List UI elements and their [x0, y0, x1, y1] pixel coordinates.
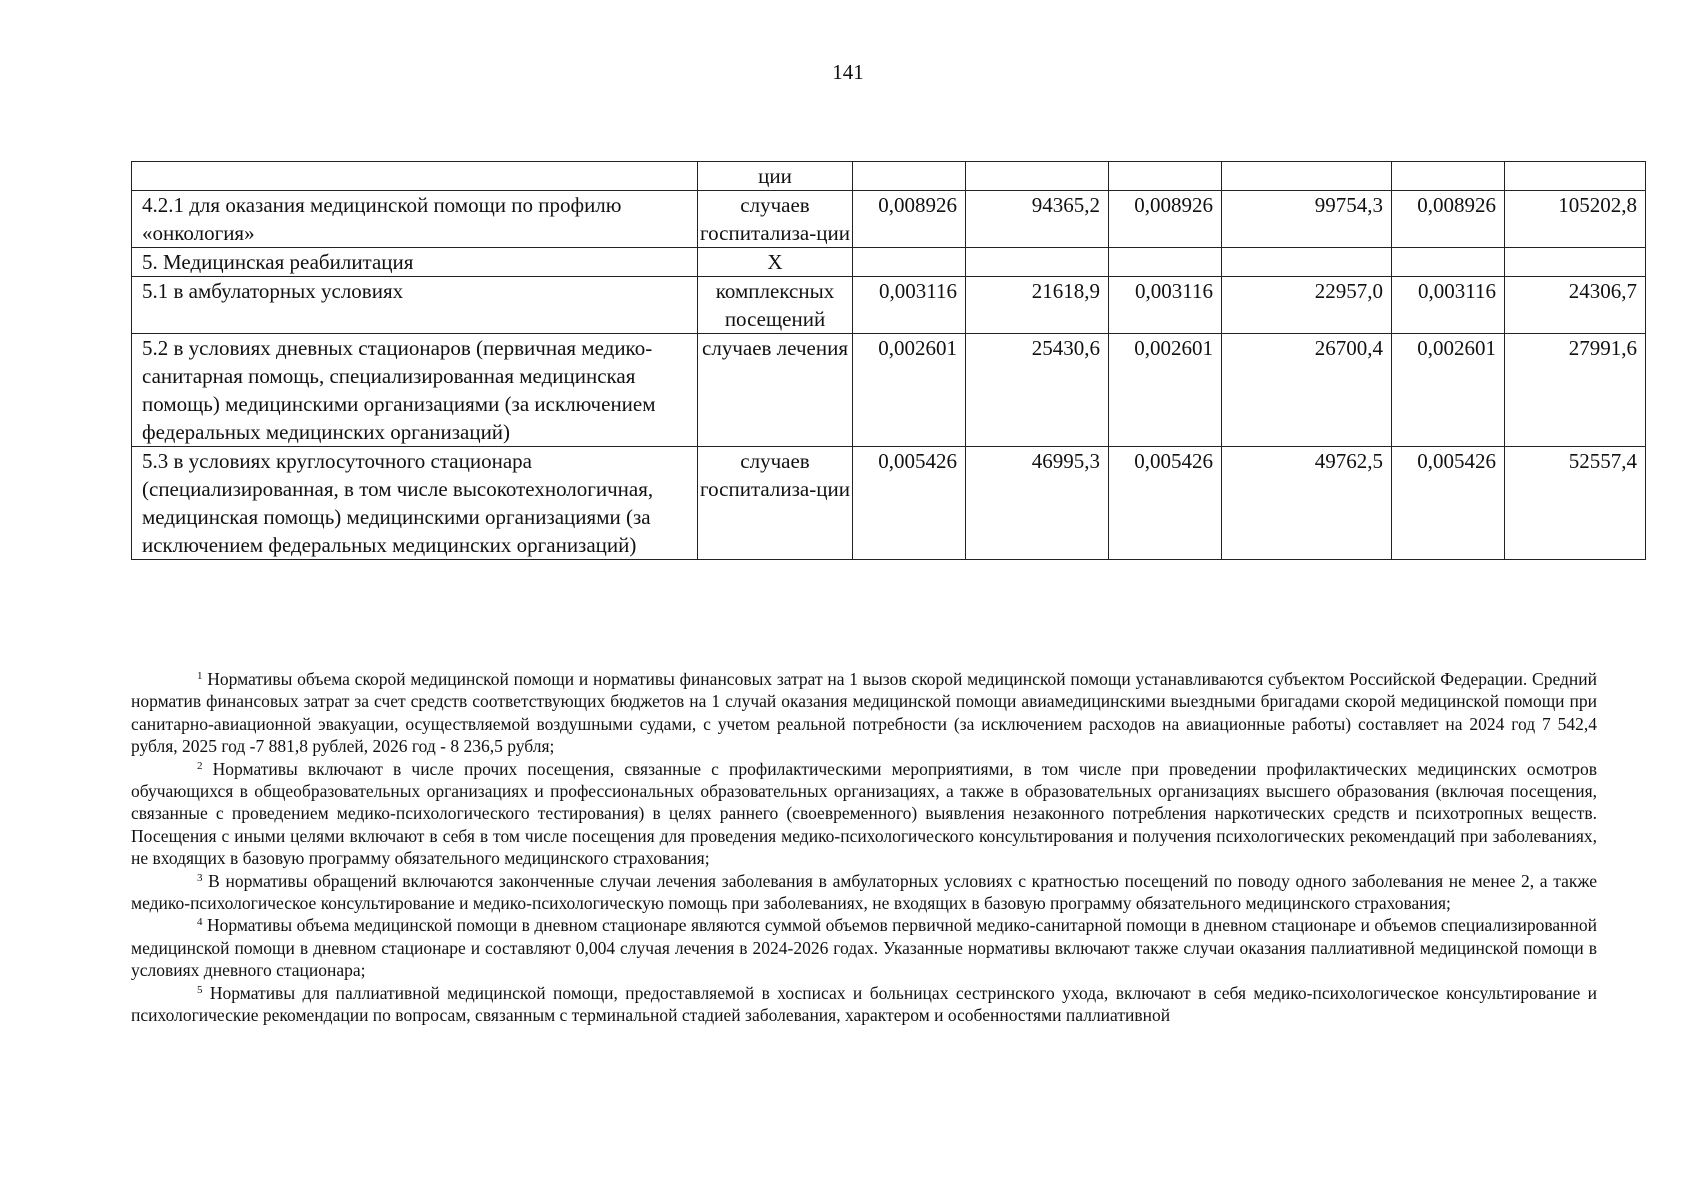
row-unit: X — [698, 248, 853, 277]
row-name: 5. Медицинская реабилитация — [132, 248, 698, 277]
footnote — [131, 914, 1597, 981]
footnote-mark: 2 — [197, 759, 203, 772]
value-cell: 0,003116 — [853, 277, 966, 334]
footnote-text: Нормативы включают в числе прочих посещения, связанные с профилактическими мероприятиями, в том числе при проведении профилактических медицинских осмотров обучающихся в общеобразовательных организациях и профессиональных образовательных организациях, а также в образовательных организациях высшего образования (включая посещения, связанные с проведением медико-психологического тестирования) в целях раннего (своевременного) выявления незаконного потребления наркотических средств и психотропных веществ. Посещения с иными целями включают в себя в том числе посещения для проведения медико-психологического консультирования и получения психологических рекомендаций при заболеваниях, не входящих в базовую программу обязательного медицинского страхования; — [131, 758, 1597, 869]
footnote — [131, 870, 1597, 915]
value-cell: 49762,5 — [1222, 447, 1392, 560]
value-cell — [1109, 162, 1222, 191]
value-cell — [1222, 162, 1392, 191]
page-number: 141 — [832, 60, 864, 84]
value-cell — [1392, 248, 1505, 277]
value-cell: 24306,7 — [1505, 277, 1646, 334]
row-name — [132, 162, 698, 191]
value-cell — [966, 248, 1109, 277]
table-row — [132, 191, 1646, 248]
footnote — [131, 668, 1597, 758]
value-cell — [1505, 162, 1646, 191]
value-cell: 99754,3 — [1222, 191, 1392, 248]
norms-table — [131, 161, 1646, 560]
value-cell: 0,008926 — [1392, 191, 1505, 248]
value-cell: 26700,4 — [1222, 334, 1392, 447]
value-cell: 0,008926 — [853, 191, 966, 248]
value-cell: 52557,4 — [1505, 447, 1646, 560]
footnote-text: В нормативы обращений включаются законченные случаи лечения заболевания в амбулаторных условиях с кратностью посещений по поводу одного заболевания не менее 2, а также медико-психологическое консультирование и медико-психологическую помощь при заболеваниях, не входящих в базовую программу обязательного медицинского страхования; — [131, 870, 1597, 914]
value-cell: 21618,9 — [966, 277, 1109, 334]
row-unit: ции — [698, 162, 853, 191]
value-cell: 0,003116 — [1392, 277, 1505, 334]
footnotes — [131, 668, 1597, 1027]
row-unit: случаев госпитализа-ции — [698, 447, 853, 560]
value-cell: 94365,2 — [966, 191, 1109, 248]
row-name: 4.2.1 для оказания медицинской помощи по профилю «онкология» — [132, 191, 698, 248]
row-name: 5.3 в условиях круглосуточного стационара (специализированная, в том числе высокотехнологичная, медицинская помощь) медицинскими организациями (за исключением федеральных медицинских организаций) — [132, 447, 698, 560]
table-row — [132, 277, 1646, 334]
value-cell: 0,005426 — [1109, 447, 1222, 560]
table-row — [132, 447, 1646, 560]
table-row — [132, 334, 1646, 447]
footnote-mark: 5 — [197, 983, 203, 996]
table-row — [132, 162, 1646, 191]
footnote-text: Нормативы объема медицинской помощи в дневном стационаре являются суммой объемов первичной медико-санитарной помощи в дневном стационаре и объемов специализированной медицинской помощи в дневном стационаре и составляют 0,004 случая лечения в 2024-2026 годах. Указанные нормативы включают также случаи оказания паллиативной медицинской помощи в условиях дневного стационара; — [131, 915, 1598, 981]
footnote — [131, 982, 1597, 1027]
value-cell — [1222, 248, 1392, 277]
value-cell: 0,003116 — [1109, 277, 1222, 334]
value-cell: 27991,6 — [1505, 334, 1646, 447]
value-cell — [1505, 248, 1646, 277]
footnote — [131, 758, 1597, 870]
footnote-mark: 3 — [197, 871, 203, 884]
value-cell — [966, 162, 1109, 191]
footnote-text: Нормативы для паллиативной медицинской помощи, предоставляемой в хосписах и больницах сестринского ухода, включают в себя медико-психологическое консультирование и психологические рекомендации по вопросам, связанным с терминальной стадией заболевания, характером и особенностями паллиативной — [131, 982, 1597, 1026]
value-cell: 46995,3 — [966, 447, 1109, 560]
value-cell — [1392, 162, 1505, 191]
value-cell: 0,002601 — [853, 334, 966, 447]
value-cell: 0,008926 — [1109, 191, 1222, 248]
row-name: 5.1 в амбулаторных условиях — [132, 277, 698, 334]
value-cell: 0,002601 — [1109, 334, 1222, 447]
table-row — [132, 248, 1646, 277]
value-cell: 105202,8 — [1505, 191, 1646, 248]
value-cell: 25430,6 — [966, 334, 1109, 447]
footnote-mark: 4 — [197, 916, 203, 929]
value-cell: 0,005426 — [853, 447, 966, 560]
value-cell: 22957,0 — [1222, 277, 1392, 334]
footnote-mark: 1 — [197, 670, 203, 682]
row-unit: комплексных посещений — [698, 277, 853, 334]
value-cell — [853, 162, 966, 191]
footnote-text: Нормативы объема скорой медицинской помощи и нормативы финансовых затрат на 1 вызов скорой медицинской помощи устанавливаются субъектом Российской Федерации. Средний норматив финансовых затрат за счет средств соответствующих бюджетов на 1 случай оказания медицинской помощи авиамедицинскими выездными бригадами скорой медицинской помощи при санитарно-авиационной эвакуации, осуществляемой воздушными судами, с учетом реальной потребности (за исключением расходов на авиационные работы) составляет на 2024 год 7 542,4 рубля, 2025 год -7 881,8 рублей, 2026 год - 8 236,5 рубля; — [131, 669, 1597, 757]
value-cell — [853, 248, 966, 277]
row-unit: случаев госпитализа-ции — [698, 191, 853, 248]
value-cell: 0,002601 — [1392, 334, 1505, 447]
row-name: 5.2 в условиях дневных стационаров (первичная медико-санитарная помощь, специализированная медицинская помощь) медицинскими организациями (за исключением федеральных медицинских организаций) — [132, 334, 698, 447]
row-unit: случаев лечения — [698, 334, 853, 447]
value-cell: 0,005426 — [1392, 447, 1505, 560]
value-cell — [1109, 248, 1222, 277]
